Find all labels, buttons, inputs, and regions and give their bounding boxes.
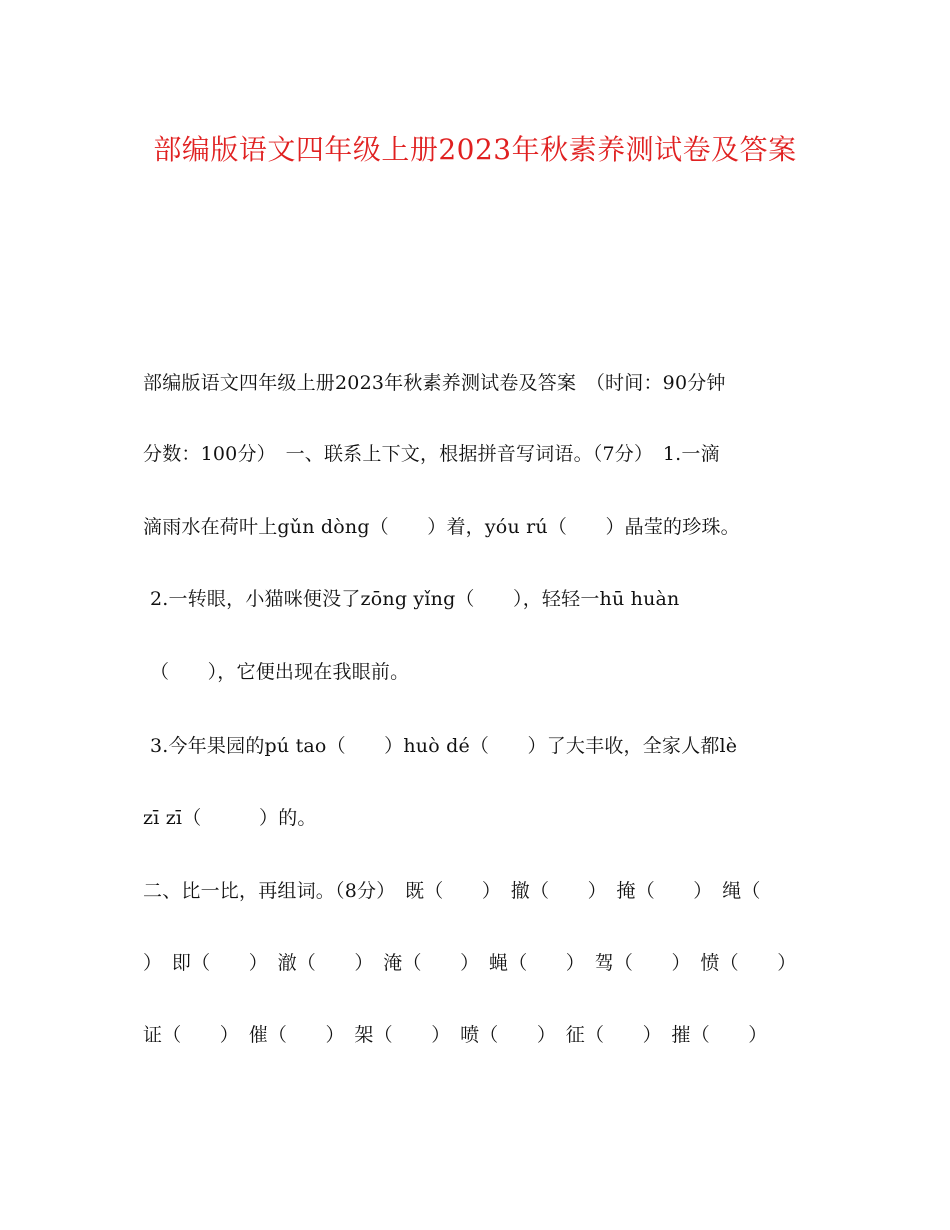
body-line-5: （ ），它便出现在我眼前。 xyxy=(150,661,410,683)
body-line-9: ） 即（ ） 澈（ ） 淹（ ） 蝇（ ） 驾（ ） 愤（ ） xyxy=(143,952,797,974)
body-line-1: 部编版语文四年级上册2023年秋素养测试卷及答案 （时间：90分钟 xyxy=(143,372,726,394)
body-line-10: 证（ ） 催（ ） 架（ ） 喷（ ） 征（ ） 摧（ ） xyxy=(143,1024,768,1046)
document-title: 部编版语文四年级上册2023年秋素养测试卷及答案 xyxy=(153,133,797,166)
body-line-6: 3.今年果园的pú tao（ ）huò dé（ ）了大丰收，全家人都lè xyxy=(150,735,738,757)
body-line-7: zī zī（ ）的。 xyxy=(143,807,317,829)
body-line-4: 2.一转眼，小猫咪便没了zōng yǐng（ ），轻轻一hū huàn xyxy=(150,588,680,610)
body-line-8: 二、比一比，再组词。（8分） 既（ ） 撤（ ） 掩（ ） 绳（ xyxy=(143,880,761,902)
body-line-2: 分数：100分） 一、联系上下文，根据拼音写词语。（7分） 1.一滴 xyxy=(143,443,720,465)
body-line-3: 滴雨水在荷叶上gǔn dòng（ ）着，yóu rú（ ）晶莹的珍珠。 xyxy=(143,516,740,538)
